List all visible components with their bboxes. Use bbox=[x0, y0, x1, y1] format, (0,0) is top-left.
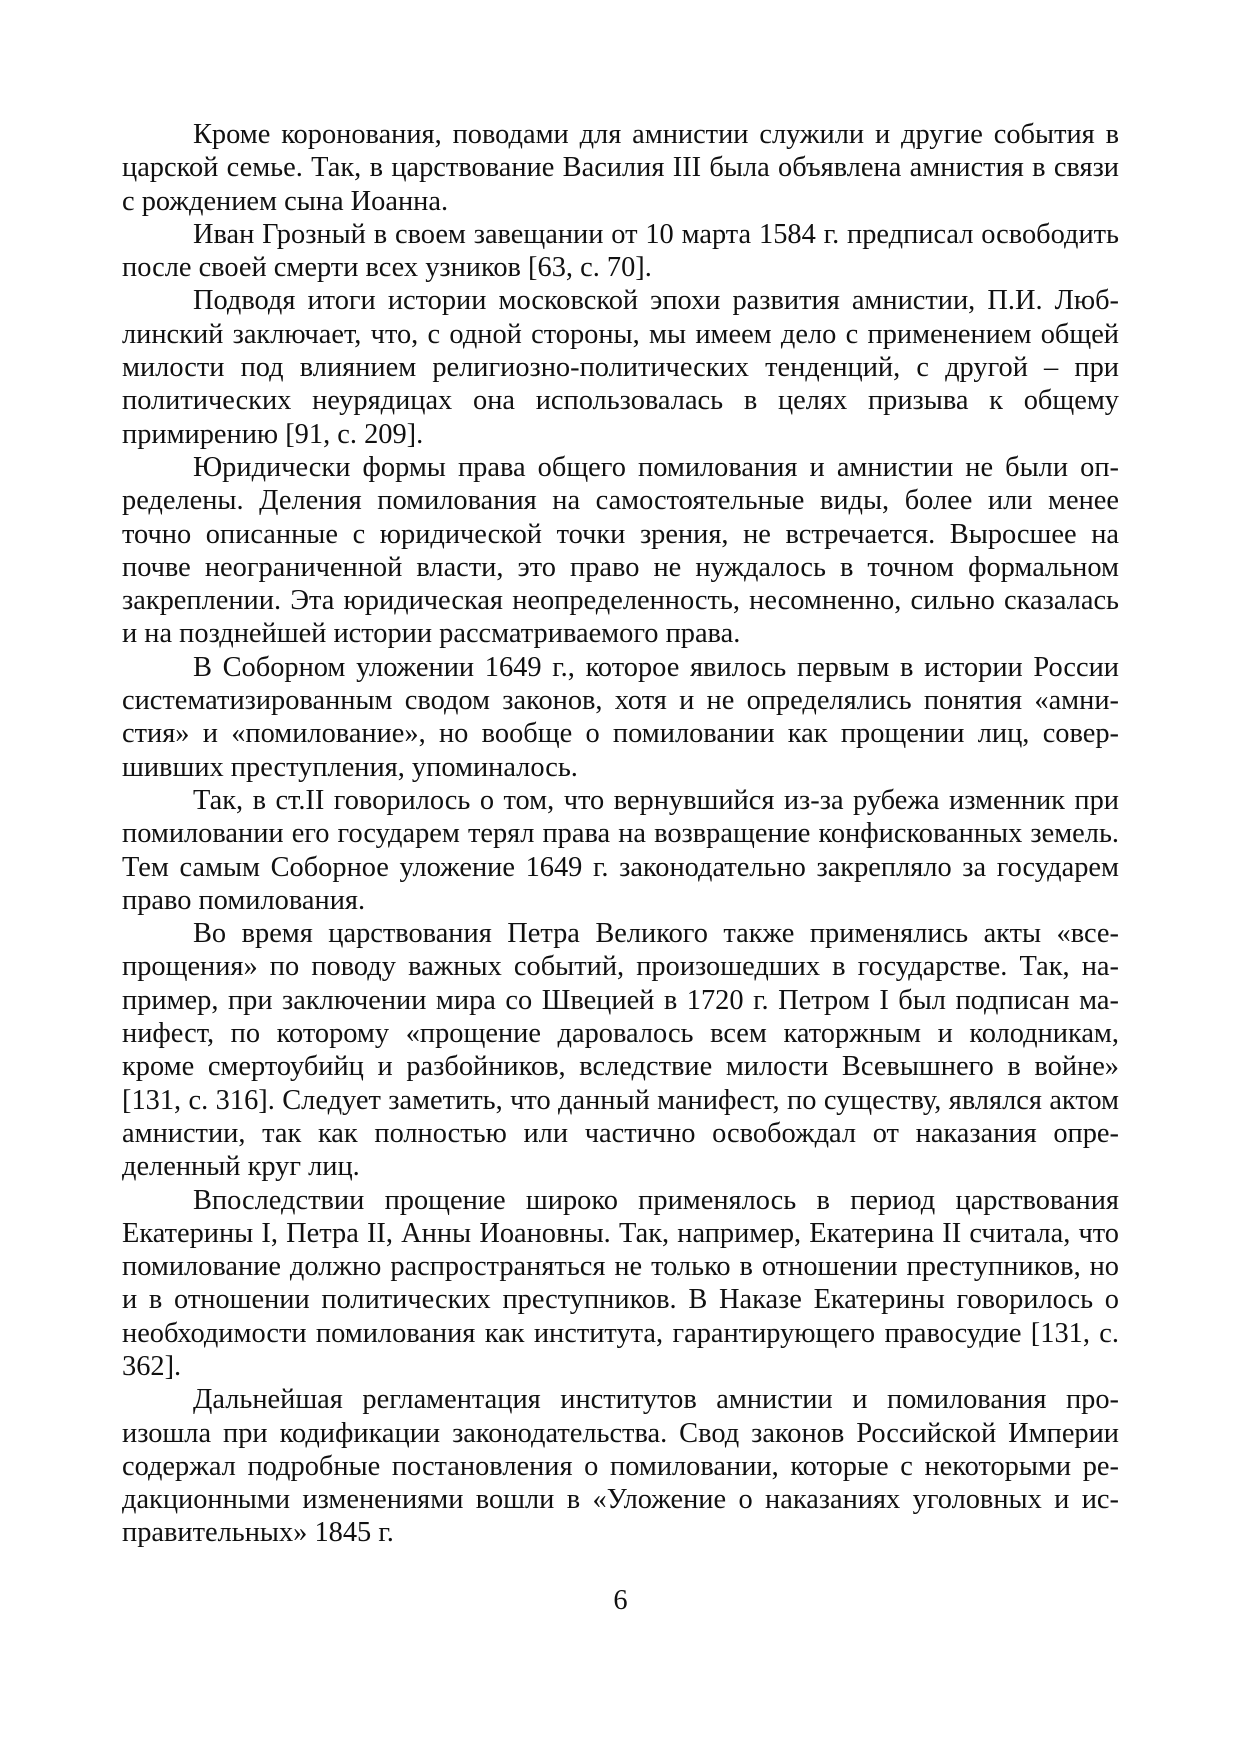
paragraph: Так, в ст.II говорилось о том, что вернувшийся из-за рубежа изменник при помиловании его государем терял права на возвращение конфискованных земель. Тем самым Соборное уложение 1649 г. законодательно закрепляло за государем право помилования. bbox=[122, 784, 1119, 916]
page-number: 6 bbox=[613, 1585, 628, 1616]
paragraph: Впоследствии прощение широко применялось в период царствования Екатерины I, Петра II, Анны Иоановны. Так, например, Екатерина II считала, что помилование должно распространяться не только в отношении преступников, но и в отношении политических преступников. В Наказе Екатерины говорилось о необходимости помилования как института, гарантирующего правосудие [131, с. 362]. bbox=[122, 1184, 1119, 1382]
paragraph: В Соборном уложении 1649 г., которое явилось первым в истории России систематизированным сводом законов, хотя и не определялись понятия «амнистия» и «помилование», но вообще о помиловании как прощении лиц, совершивших преступления, упоминалось. bbox=[122, 651, 1119, 783]
paragraph: Иван Грозный в своем завещании от 10 марта 1584 г. предписал освободить после своей смерти всех узников [63, с. 70]. bbox=[122, 218, 1119, 284]
paragraph: Дальнейшая регламентация институтов амнистии и помилования произошла при кодификации законодательства. Свод законов Российской Империи содержал подробные постановления о помиловании, которые с некоторыми редакционными изменениями вошли в «Уложение о наказаниях уголовных и исправительных» 1845 г. bbox=[122, 1384, 1119, 1549]
paragraph: Во время царствования Петра Великого также применялись акты «всепрощения» по поводу важных событий, произошедших в государстве. Так, например, при заключении мира со Швецией в 1720 г. Петром I был подписан манифест, по которому «прощение даровалось всем каторжным и колодникам, кроме смертоубийц и разбойников, вследствие милости Всевышнего в войне» [131, с. 316]. Следует заметить, что данный манифест, по существу, являлся актом амнистии, так как полностью или частично освобождал от наказания определенный круг лиц. bbox=[122, 918, 1119, 1183]
paragraph: Юридически формы права общего помилования и амнистии не были определены. Деления помилования на самостоятельные виды, более или менее точно описанные с юридической точки зрения, не встречается. Выросшее на почве неограниченной власти, это право не нуждалось в точном формальном закреплении. Эта юридическая неопределенность, несомненно, сильно сказалась и на позднейшей истории рассматриваемого права. bbox=[122, 451, 1119, 650]
paragraph: Подводя итоги истории московской эпохи развития амнистии, П.И. Люблинский заключает, что, с одной стороны, мы имеем дело с применением общей милости под влиянием религиозно-политических тенденций, с другой – при политических неурядицах она использовалась в целях призыва к общему примирению [91, с. 209]. bbox=[122, 285, 1119, 450]
document-body bbox=[122, 118, 1119, 1550]
paragraph: Кроме коронования, поводами для амнистии служили и другие события в царской семье. Так, в царствование Василия III была объявлена амнистия в связи с рождением сына Иоанна. bbox=[122, 119, 1119, 217]
